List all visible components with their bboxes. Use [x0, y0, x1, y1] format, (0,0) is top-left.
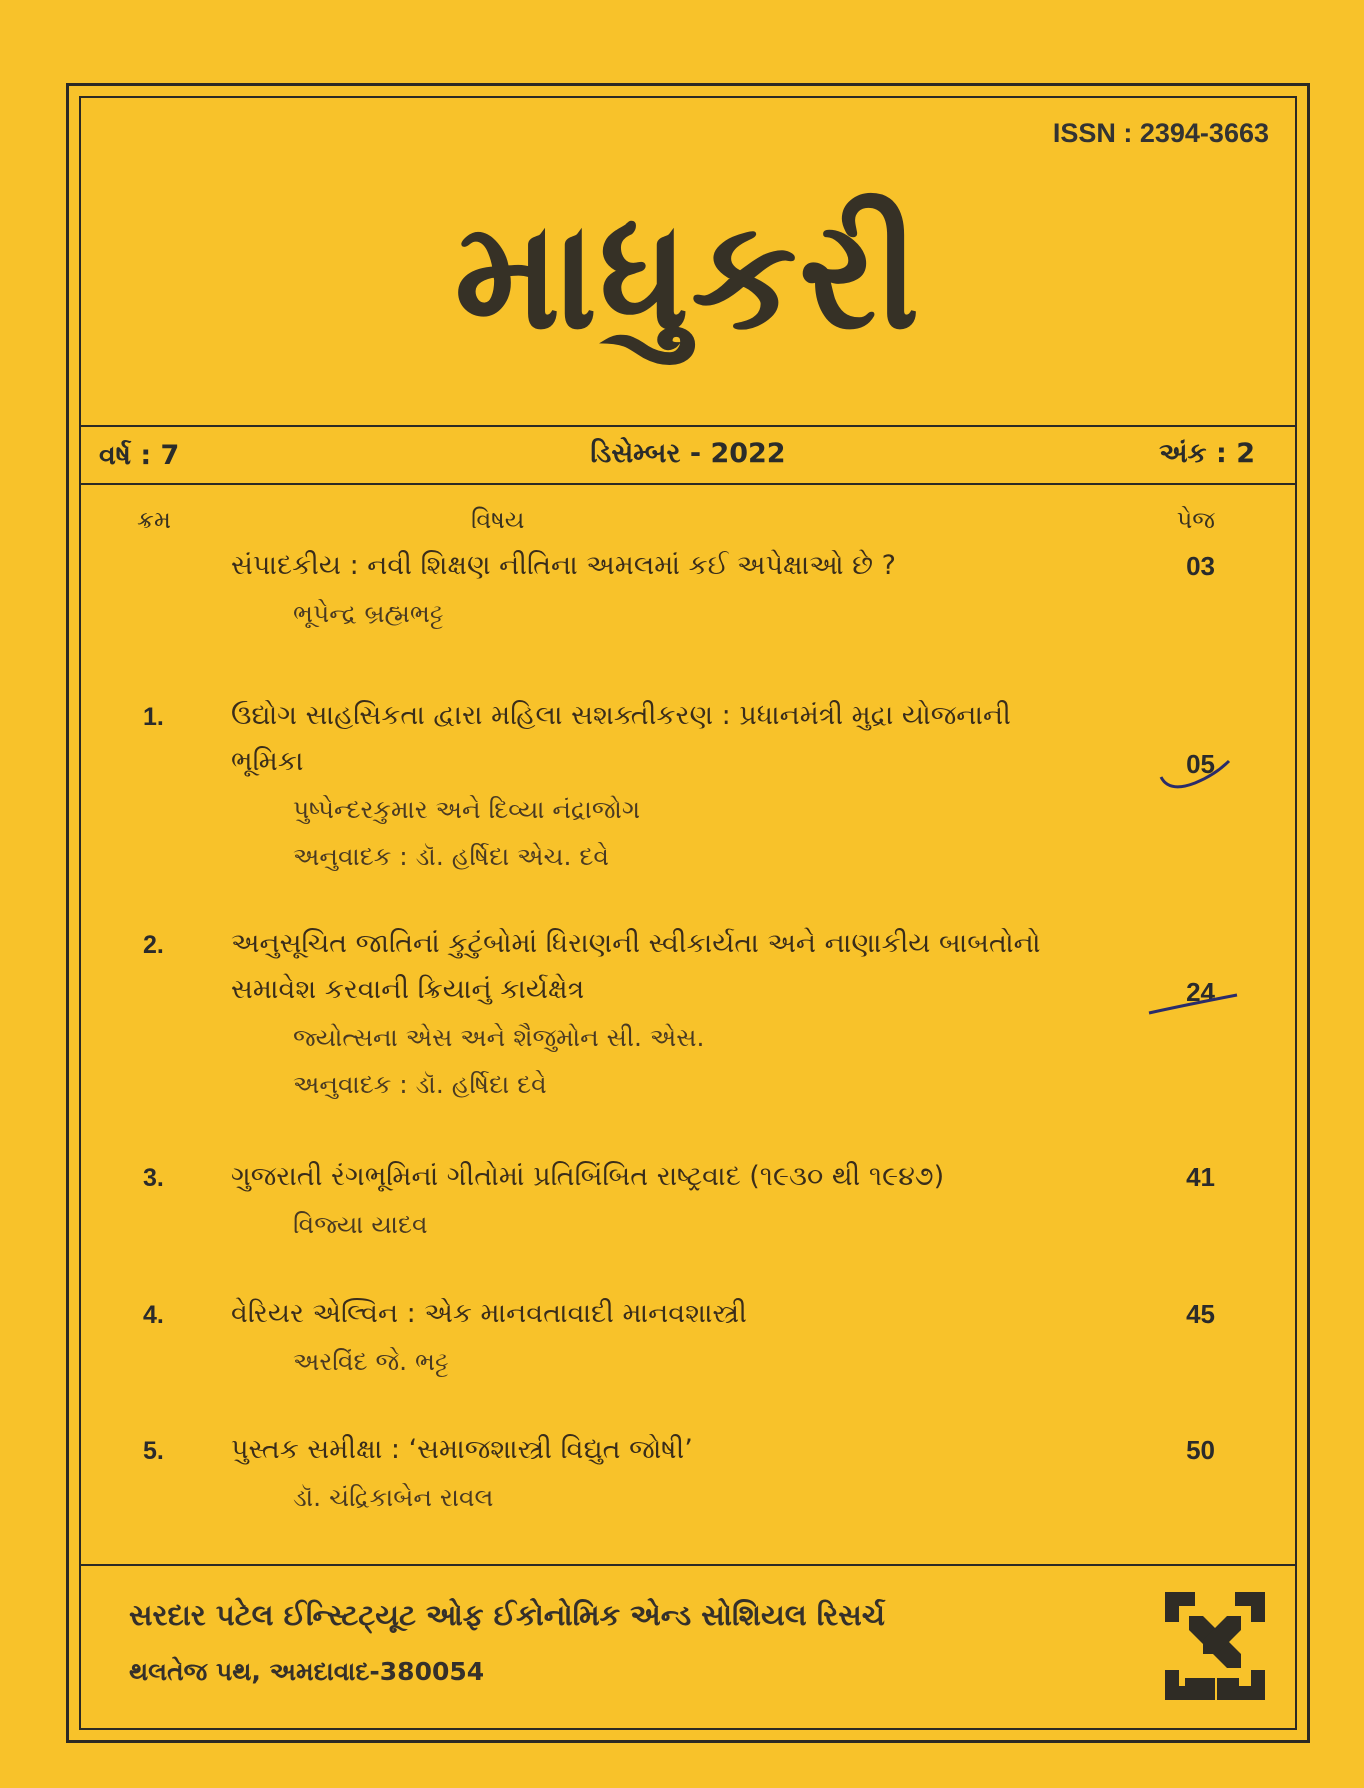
entry-number: 2. [143, 931, 164, 959]
entry-page: 03 [1186, 551, 1215, 581]
entry-title: સંપાદકીય : નવી શિક્ષણ નીતિના અમલમાં કઈ અપેક્ષાઓ છે ? [231, 550, 896, 581]
entry-author: અરવિંદ જે. ભટ્ટ [293, 1347, 449, 1376]
entry-number: 4. [143, 1301, 164, 1329]
entry-page: 41 [1186, 1162, 1215, 1192]
entry-translator: અનુવાદક : ડૉ. હર્ષિદા એચ. દવે [293, 842, 609, 871]
toc-header-number: ક્રમ [137, 506, 171, 534]
issue-number: અંક : 2 [1159, 438, 1255, 469]
entry-number: 1. [143, 703, 164, 731]
entry-page: 45 [1186, 1299, 1215, 1329]
divider [81, 425, 1295, 427]
issue-month: ડિસેમ્બર - 2022 [590, 438, 786, 469]
issue-info-row [81, 430, 1295, 480]
entry-page: 24 [1186, 977, 1215, 1007]
entry-title: ઉદ્યોગ સાહસિકતા દ્વારા મહિલા સશક્તીકરણ : પ્રધાનમંત્રી મુદ્રા યોજનાની ભૂમિકા [231, 700, 1011, 777]
entry-page: 05 [1186, 749, 1215, 779]
issue-year: વર્ષ : 7 [99, 440, 180, 471]
entry-title: અનુસૂચિત જાતિનાં કુટુંબોમાં ધિરાણની સ્વીકાર્યતા અને નાણાકીય બાબતોનો સમાવેશ કરવાની ક્રિયાનું કાર્યક્ષેત્ર [231, 928, 1041, 1005]
toc-header-page: પેજ [1176, 506, 1215, 534]
masthead-title: માધુકરી [454, 189, 922, 363]
handwritten-tick-icon [1155, 759, 1235, 799]
entry-number: 3. [143, 1164, 164, 1192]
entry-author: ડૉ. ચંદ્રિકાબેન રાવલ [293, 1483, 494, 1512]
entry-author: જ્યોત્સના એસ અને શૈજુમોન સી. એસ. [293, 1023, 705, 1052]
outer-frame [66, 83, 1310, 1743]
divider [81, 483, 1295, 485]
entry-title: પુસ્તક સમીક્ષા : ‘સમાજશાસ્ત્રી વિદ્યુત જોષી’ [231, 1434, 693, 1465]
institute-name: સરદાર પટેલ ઈન્સ્ટિટ્યૂટ ઓફ ઈકોનોમિક એન્ડ સોશિયલ રિસર્ચ [129, 1598, 885, 1632]
entry-number: 5. [143, 1437, 164, 1465]
handwritten-underline-icon [1145, 991, 1241, 1021]
entry-translator: અનુવાદક : ડૉ. હર્ષિદા દવે [293, 1070, 547, 1099]
toc-header-subject: વિષય [471, 506, 525, 534]
divider [81, 1564, 1295, 1566]
spiesr-logo-icon [1155, 1582, 1275, 1712]
entry-title: ગુજરાતી રંગભૂમિનાં ગીતોમાં પ્રતિબિંબિત રાષ્ટ્રવાદ (૧૯૩૦ થી ૧૯૪૭) [231, 1161, 945, 1192]
entry-author: પુષ્પેન્દરકુમાર અને દિવ્યા નંદ્રાજોગ [293, 795, 641, 824]
entry-author: વિજ્યા યાદવ [293, 1210, 428, 1239]
entry-page: 50 [1186, 1435, 1215, 1465]
entry-title: વેરિયર એલ્વિન : એક માનવતાવાદી માનવશાસ્ત્રી [231, 1298, 747, 1329]
institute-address: થલતેજ પથ, અમદાવાદ-380054 [129, 1657, 485, 1686]
inner-frame [79, 96, 1297, 1730]
entry-author: ભૂપેન્દ્ર બ્રહ્મભટ્ટ [293, 599, 444, 628]
issn-label: ISSN : 2394-3663 [1052, 118, 1269, 148]
